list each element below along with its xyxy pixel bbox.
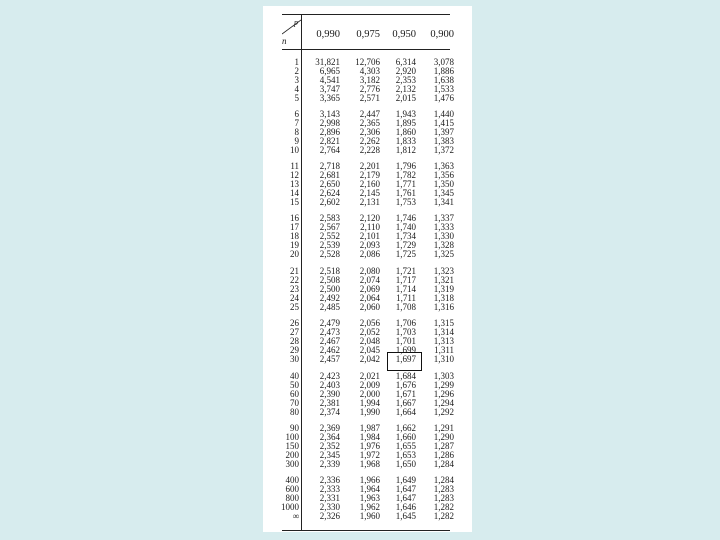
table-cell: 4,541 — [319, 74, 340, 85]
row-label-n: 18 — [290, 230, 299, 241]
table-cell: 1,966 — [359, 475, 380, 485]
table-cell: 1,717 — [395, 274, 416, 285]
row-label-n: 400 — [285, 475, 299, 485]
row-label-n: 5 — [294, 92, 299, 103]
table-cell: 1,664 — [395, 406, 416, 417]
table-cell: 2,110 — [360, 221, 380, 232]
row-label-n: 29 — [290, 344, 299, 355]
table-cell: 1,721 — [395, 266, 416, 276]
row-label-n: 2 — [294, 65, 299, 76]
table-row — [272, 408, 462, 417]
table-cell: 1,356 — [433, 169, 454, 180]
row-label-n: 6 — [294, 109, 299, 119]
row-label-n: 60 — [290, 388, 299, 399]
row-label-n: 25 — [290, 301, 299, 312]
table-cell: 1,964 — [359, 483, 380, 494]
table-row — [272, 94, 462, 103]
row-label-n: 1 — [294, 57, 299, 67]
table-cell: 2,539 — [319, 239, 340, 250]
table-cell: 1,740 — [395, 221, 416, 232]
table-cell: 1,655 — [395, 440, 416, 451]
table-cell: 2,718 — [319, 161, 340, 171]
table-cell: 2,423 — [319, 371, 340, 381]
table-cell: 1,976 — [359, 440, 380, 451]
table-cell: 1,699 — [395, 344, 416, 355]
table-cell: 1,323 — [433, 266, 454, 276]
table-cell: 2,000 — [359, 388, 380, 399]
table-cell: 2,776 — [359, 83, 380, 94]
table-bottom-rule — [282, 530, 450, 531]
row-label-n: 19 — [290, 239, 299, 250]
table-cell: 2,069 — [359, 283, 380, 294]
table-cell: 1,294 — [433, 397, 454, 408]
table-cell: 1,299 — [433, 379, 454, 390]
row-label-n: 90 — [290, 423, 299, 433]
table-cell: 2,333 — [319, 483, 340, 494]
table-cell: 2,492 — [319, 292, 340, 303]
table-cell: 1,650 — [395, 458, 416, 469]
table-cell: 1,729 — [395, 239, 416, 250]
table-cell: 1,753 — [395, 196, 416, 207]
table-cell: 2,528 — [319, 248, 340, 259]
table-cell: 2,518 — [319, 266, 340, 276]
row-group — [272, 58, 462, 102]
table-cell: 1,296 — [433, 388, 454, 399]
row-label-n: 40 — [290, 371, 299, 381]
row-label-n: 50 — [290, 379, 299, 390]
row-label-n: 16 — [290, 213, 299, 223]
table-top-rule — [282, 14, 450, 15]
table-cell: 1,671 — [395, 388, 416, 399]
highlighted-value-box — [387, 352, 422, 371]
table-cell: 1,383 — [433, 135, 454, 146]
table-cell: 2,381 — [319, 397, 340, 408]
row-group — [272, 424, 462, 468]
table-cell: 2,336 — [319, 475, 340, 485]
table-cell: 6,314 — [395, 57, 416, 67]
table-cell: 2,262 — [359, 135, 380, 146]
table-cell: 1,284 — [433, 475, 454, 485]
table-row — [272, 303, 462, 312]
table-cell: 1,725 — [395, 248, 416, 259]
table-cell: 1,315 — [433, 318, 454, 328]
table-cell: 1,286 — [433, 449, 454, 460]
table-cell: 2,056 — [359, 318, 380, 328]
table-cell: 2,179 — [359, 169, 380, 180]
table-cell: 2,365 — [359, 117, 380, 128]
table-cell: 1,533 — [433, 83, 454, 94]
table-cell: 1,987 — [359, 423, 380, 433]
row-label-n: 24 — [290, 292, 299, 303]
table-cell: 2,306 — [359, 126, 380, 137]
table-cell: 1,684 — [395, 371, 416, 381]
table-cell: 1,984 — [359, 431, 380, 442]
row-label-n: 21 — [290, 266, 299, 276]
row-label-n: 100 — [285, 431, 299, 442]
table-row — [272, 355, 462, 364]
table-cell: 1,676 — [395, 379, 416, 390]
row-label-n: 10 — [290, 144, 299, 155]
table-cell: 2,500 — [319, 283, 340, 294]
row-label-n: 80 — [290, 406, 299, 417]
header-bottom-rule — [282, 49, 450, 50]
row-label-n: 70 — [290, 397, 299, 408]
table-cell: 3,078 — [433, 57, 454, 67]
table-cell: 2,045 — [359, 344, 380, 355]
table-cell: 1,653 — [395, 449, 416, 460]
table-cell: 2,821 — [319, 135, 340, 146]
row-label-n: 7 — [294, 117, 299, 128]
row-label-n: 23 — [290, 283, 299, 294]
table-cell: 2,345 — [319, 449, 340, 460]
table-cell: 1,313 — [433, 335, 454, 346]
row-label-n: 1000 — [281, 501, 299, 512]
row-group — [272, 319, 462, 363]
table-cell: 2,120 — [359, 213, 380, 223]
table-cell: 2,998 — [319, 117, 340, 128]
table-cell: 1,703 — [395, 326, 416, 337]
table-cell: 1,895 — [395, 117, 416, 128]
table-cell: 1,337 — [433, 213, 454, 223]
table-cell: 1,782 — [395, 169, 416, 180]
row-label-n: 26 — [290, 318, 299, 328]
table-cell: 1,706 — [395, 318, 416, 328]
table-cell: 1,701 — [395, 335, 416, 346]
table-cell: 2,462 — [319, 344, 340, 355]
table-cell: 1,283 — [433, 483, 454, 494]
table-cell: 2,479 — [319, 318, 340, 328]
table-cell: 1,943 — [395, 109, 416, 119]
row-label-n: 27 — [290, 326, 299, 337]
table-cell: 2,552 — [319, 230, 340, 241]
table-cell: 2,021 — [359, 371, 380, 381]
table-cell: 2,473 — [319, 326, 340, 337]
table-cell: 2,009 — [359, 379, 380, 390]
table-cell: 2,048 — [359, 335, 380, 346]
table-row — [272, 146, 462, 155]
table-cell: 1,330 — [433, 230, 454, 241]
table-cell: 2,080 — [359, 266, 380, 276]
table-cell: 1,283 — [433, 492, 454, 503]
row-label-n: 4 — [294, 83, 299, 94]
table-cell: 1,662 — [395, 423, 416, 433]
table-cell: 1,284 — [433, 458, 454, 469]
table-cell: 1,761 — [395, 187, 416, 198]
row-label-n: 11 — [290, 161, 299, 171]
table-cell: 1,796 — [395, 161, 416, 171]
table-cell: 1,325 — [433, 248, 454, 259]
header-n-symbol: n — [282, 36, 287, 46]
table-cell: 1,290 — [433, 431, 454, 442]
table-cell: 1,321 — [433, 274, 454, 285]
table-cell: 2,485 — [319, 301, 340, 312]
table-cell: 2,326 — [319, 510, 340, 521]
table-cell: 2,508 — [319, 274, 340, 285]
table-cell: 1,328 — [433, 239, 454, 250]
table-cell: 2,364 — [319, 431, 340, 442]
table-cell: 1,314 — [433, 326, 454, 337]
table-cell: 1,714 — [395, 283, 416, 294]
table-cell: 2,650 — [319, 178, 340, 189]
table-cell: 2,764 — [319, 144, 340, 155]
table-row — [272, 198, 462, 207]
table-cell: 2,403 — [319, 379, 340, 390]
table-cell: 2,339 — [319, 458, 340, 469]
table-cell: 2,101 — [359, 230, 380, 241]
table-cell: 3,747 — [319, 83, 340, 94]
table-cell: 2,567 — [319, 221, 340, 232]
row-label-n: 30 — [290, 353, 299, 364]
column-header-3: 0,950 — [392, 29, 416, 40]
table-cell: 1,968 — [359, 458, 380, 469]
table-cell: 1,647 — [395, 483, 416, 494]
table-cell: 1,310 — [433, 353, 454, 364]
table-cell: 1,812 — [395, 144, 416, 155]
row-label-n: 9 — [294, 135, 299, 146]
table-cell: 12,706 — [355, 57, 380, 67]
table-cell: 1,440 — [433, 109, 454, 119]
row-label-n: 800 — [285, 492, 299, 503]
table-cell: 1,291 — [433, 423, 454, 433]
row-label-n: 22 — [290, 274, 299, 285]
table-cell: 1,990 — [359, 406, 380, 417]
table-cell: 2,074 — [359, 274, 380, 285]
table-cell: 2,093 — [359, 239, 380, 250]
row-group — [272, 476, 462, 520]
table-cell: 3,365 — [319, 92, 340, 103]
table-cell: 1,994 — [359, 397, 380, 408]
table-cell: 1,645 — [395, 510, 416, 521]
row-label-n: 8 — [294, 126, 299, 137]
table-cell: 1,667 — [395, 397, 416, 408]
row-label-n: 3 — [294, 74, 299, 85]
table-cell: 1,318 — [433, 292, 454, 303]
column-header-4: 0,900 — [430, 29, 454, 40]
table-cell: 1,972 — [359, 449, 380, 460]
table-cell: 2,467 — [319, 335, 340, 346]
table-cell: 2,015 — [395, 92, 416, 103]
table-cell: 4,303 — [359, 65, 380, 76]
table-cell: 2,920 — [395, 65, 416, 76]
header-p-symbol: p — [294, 18, 298, 27]
table-cell: 2,602 — [319, 196, 340, 207]
table-cell: 1,708 — [395, 301, 416, 312]
row-group — [272, 214, 462, 258]
table-row — [272, 250, 462, 259]
table-cell: 1,833 — [395, 135, 416, 146]
table-cell: 1,476 — [433, 92, 454, 103]
table-cell: 2,390 — [319, 388, 340, 399]
row-label-n: 12 — [290, 169, 299, 180]
table-cell: 2,086 — [359, 248, 380, 259]
row-group — [272, 162, 462, 206]
table-cell: 2,369 — [319, 423, 340, 433]
table-cell: 1,311 — [434, 344, 454, 355]
table-cell: 1,660 — [395, 431, 416, 442]
table-cell: 1,697 — [395, 353, 416, 364]
table-cell: 2,052 — [359, 326, 380, 337]
table-cell: 2,131 — [359, 196, 380, 207]
table-cell: 1,646 — [395, 501, 416, 512]
table-cell: 1,746 — [395, 213, 416, 223]
column-header-2: 0,975 — [356, 29, 380, 40]
table-cell: 1,649 — [395, 475, 416, 485]
table-row — [272, 512, 462, 521]
table-cell: 1,397 — [433, 126, 454, 137]
table-cell: 1,282 — [433, 501, 454, 512]
table-cell: 1,860 — [395, 126, 416, 137]
row-label-n: 300 — [285, 458, 299, 469]
table-cell: 1,638 — [433, 74, 454, 85]
table-cell: 1,363 — [433, 161, 454, 171]
table-cell: 2,583 — [319, 213, 340, 223]
table-cell: 1,711 — [396, 292, 416, 303]
table-cell: 2,352 — [319, 440, 340, 451]
table-cell: 1,316 — [433, 301, 454, 312]
row-group — [272, 110, 462, 154]
row-label-n: 200 — [285, 449, 299, 460]
table-cell: 1,292 — [433, 406, 454, 417]
row-label-n: 15 — [290, 196, 299, 207]
table-cell: 31,821 — [315, 57, 340, 67]
table-cell: 1,734 — [395, 230, 416, 241]
row-label-n: 150 — [285, 440, 299, 451]
table-cell: 6,965 — [319, 65, 340, 76]
table-cell: 1,303 — [433, 371, 454, 381]
table-cell: 1,963 — [359, 492, 380, 503]
t-distribution-table — [272, 6, 454, 532]
table-cell: 3,143 — [319, 109, 340, 119]
row-label-n: 17 — [290, 221, 299, 232]
table-cell: 1,771 — [395, 178, 416, 189]
table-cell: 1,372 — [433, 144, 454, 155]
table-cell: 2,624 — [319, 187, 340, 198]
row-group — [272, 372, 462, 416]
row-label-n: ∞ — [292, 510, 299, 521]
table-cell: 1,647 — [395, 492, 416, 503]
table-cell: 2,331 — [319, 492, 340, 503]
row-group — [272, 267, 462, 311]
row-label-n: 20 — [290, 248, 299, 259]
table-cell: 1,287 — [433, 440, 454, 451]
table-cell: 2,330 — [319, 501, 340, 512]
table-cell: 1,962 — [359, 501, 380, 512]
row-label-n: 13 — [290, 178, 299, 189]
table-cell: 2,132 — [395, 83, 416, 94]
table-cell: 2,374 — [319, 406, 340, 417]
table-cell: 1,345 — [433, 187, 454, 198]
row-label-n: 600 — [285, 483, 299, 494]
document-page — [263, 6, 472, 532]
table-cell: 3,182 — [359, 74, 380, 85]
table-cell: 2,042 — [359, 353, 380, 364]
row-label-n: 28 — [290, 335, 299, 346]
table-cell: 2,353 — [395, 74, 416, 85]
table-cell: 2,060 — [359, 301, 380, 312]
row-label-n: 14 — [290, 187, 299, 198]
table-cell: 2,896 — [319, 126, 340, 137]
table-cell: 1,350 — [433, 178, 454, 189]
table-cell: 2,064 — [359, 292, 380, 303]
table-cell: 1,341 — [433, 196, 454, 207]
table-cell: 2,160 — [359, 178, 380, 189]
table-cell: 2,447 — [359, 109, 380, 119]
column-header-1: 0,990 — [316, 29, 340, 40]
table-cell: 2,571 — [359, 92, 380, 103]
table-cell: 1,415 — [433, 117, 454, 128]
table-cell: 1,319 — [433, 283, 454, 294]
table-cell: 1,960 — [359, 510, 380, 521]
table-cell: 1,886 — [433, 65, 454, 76]
table-cell: 1,282 — [433, 510, 454, 521]
table-cell: 2,145 — [359, 187, 380, 198]
table-cell: 2,681 — [319, 169, 340, 180]
table-cell: 1,333 — [433, 221, 454, 232]
table-cell: 2,457 — [319, 353, 340, 364]
table-cell: 2,228 — [359, 144, 380, 155]
table-row — [272, 460, 462, 469]
table-cell: 2,201 — [359, 161, 380, 171]
